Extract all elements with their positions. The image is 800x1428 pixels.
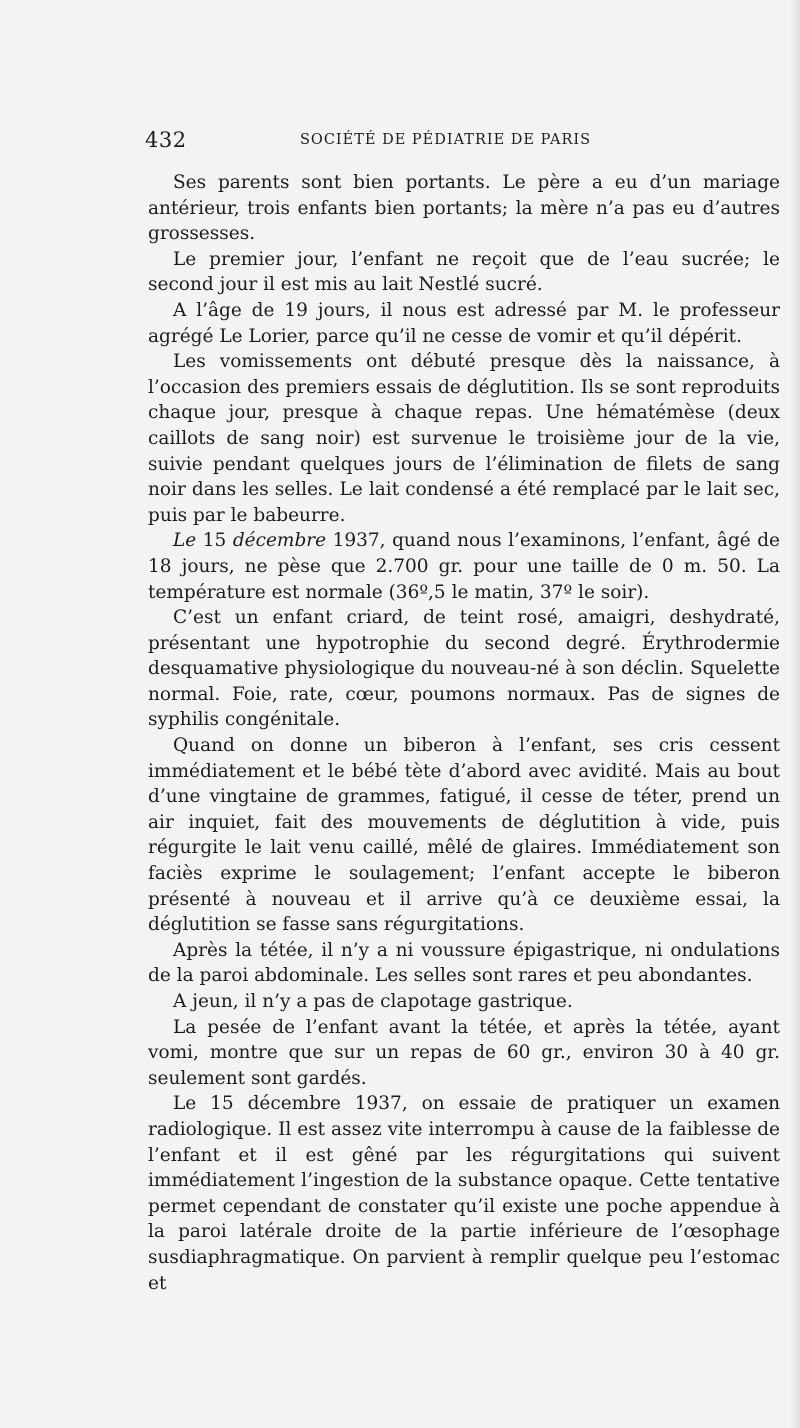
body-text xyxy=(148,170,780,1296)
page-number: 432 xyxy=(145,128,187,152)
running-title: SOCIÉTÉ DE PÉDIATRIE DE PARIS xyxy=(300,132,592,148)
paragraph-after-feeding: Après la tétée, il n’y a ni voussure épigastrique, ni ondulations de la paroi abdominale. Les selles sont rares et peu abondantes. xyxy=(148,939,780,987)
paragraph-fasting: A jeun, il n’y a pas de clapotage gastrique. xyxy=(173,991,573,1012)
exam-details: 1937, quand nous l’examinons, l’enfant, âgé de 18 jours, ne pèse que 2.700 gr. pour une taille de 0 m. 50. La température est normale (36º,5 le matin, 37º le soir). xyxy=(148,530,780,603)
page-header xyxy=(145,128,785,156)
paragraph-weighing: La pesée de l’enfant avant la tétée, et après la tétée, ayant vomi, montre que sur un repas de 60 gr., environ 30 à 40 gr. seulement sont gardés. xyxy=(148,1016,780,1089)
paragraph-referral: A l’âge de 19 jours, il nous est adressé par M. le professeur agrégé Le Lorier, parce qu’il ne cesse de vomir et qu’il dépérit. xyxy=(148,299,780,347)
page-edge-shadow xyxy=(790,0,800,1428)
exam-month: décembre xyxy=(232,530,327,552)
lead-word: Le xyxy=(173,530,197,552)
paragraph-examination-date xyxy=(148,528,780,605)
paragraph-first-day: Le premier jour, l’enfant ne reçoit que de l’eau sucrée; le second jour il est mis au lait Nestlé sucré. xyxy=(148,248,780,296)
paragraph-vomiting: Les vomissements ont débuté presque dès la naissance, à l’occasion des premiers essais de déglutition. Ils se sont reproduits chaque jour, presque à chaque repas. Une hématémèse (deux caillots de sang noir) est survenue le troisième jour de la vie, suivie pendant quelques jours de l’élimination de filets de sang noir dans les selles. Le lait condensé a été remplacé par le lait sec, puis par le babeurre. xyxy=(148,351,780,526)
paragraph-parents: Ses parents sont bien portants. Le père a eu d’un mariage antérieur, trois enfants bien portants; la mère n’a pas eu d’autres grossesses. xyxy=(148,172,780,245)
exam-day: 15 xyxy=(202,530,227,552)
paragraph-clinical-exam: C’est un enfant criard, de teint rosé, amaigri, deshydraté, présentant une hypotrophie du second degré. Érythrodermie desquamative physiologique du nouveau-né à son déclin. Squelette normal. Foie, rate, cœur, poumons normaux. Pas de signes de syphilis congénitale. xyxy=(148,607,780,731)
paragraph-radiology: Le 15 décembre 1937, on essaie de pratiquer un examen radiologique. Il est assez vite interrompu à cause de la faiblesse de l’enfant et il est gêné par les régurgitations qui suivent immédiatement l’ingestion de la substance opaque. Cette tentative permet cependant de constater qu’il existe une poche appendue à la paroi latérale droite de la partie inférieure de l’œsophage susdiaphragmatique. On parvient à remplir quelque peu l’estomac et xyxy=(148,1093,780,1294)
paragraph-feeding: Quand on donne un biberon à l’enfant, ses cris cessent immédiatement et le bébé tète d’abord avec avidité. Mais au bout d’une vingtaine de grammes, fatigué, il cesse de téter, prend un air inquiet, fait des mouvements de déglutition à vide, puis régurgite le lait venu caillé, mêlé de glaires. Immédiatement son faciès exprime le soulagement; l’enfant accepte le biberon présenté à nouveau et il arrive qu’à ce deuxième essai, la déglutition se fasse sans régurgitations. xyxy=(148,735,780,936)
